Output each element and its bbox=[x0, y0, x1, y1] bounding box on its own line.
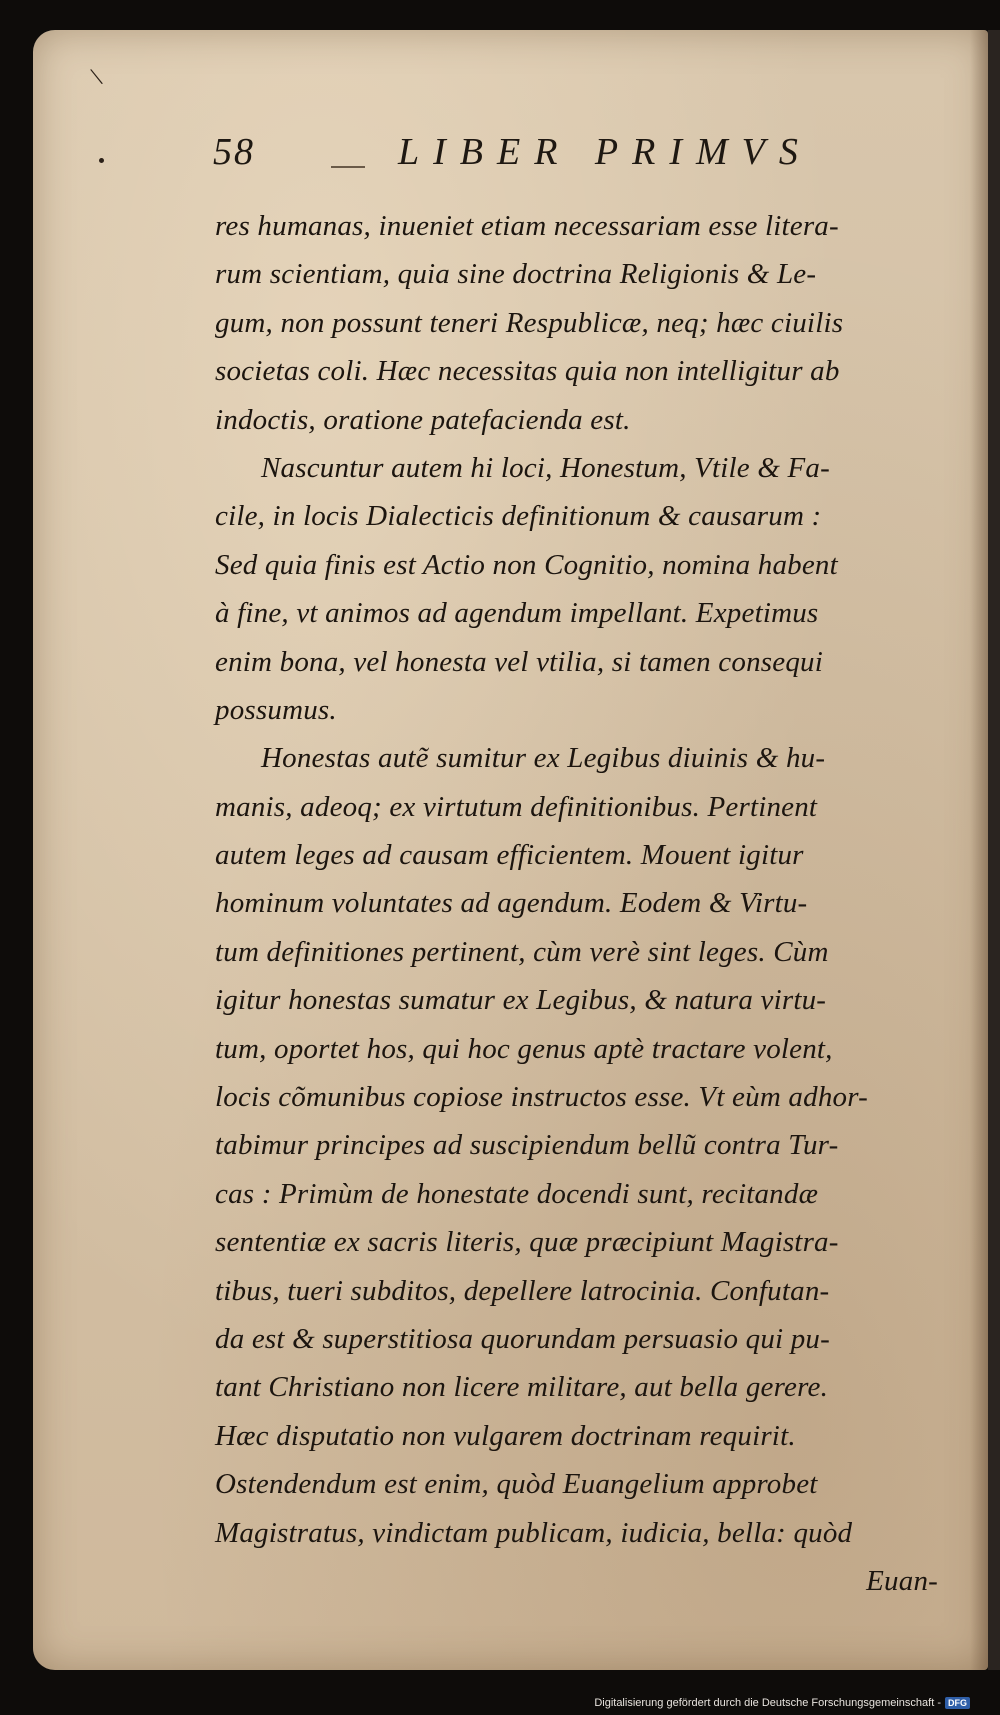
text-line: autem leges ad causam efficientem. Mouent igitur bbox=[215, 839, 804, 872]
text-line: rum scientiam, quia sine doctrina Religionis & Le- bbox=[215, 258, 817, 291]
text-line: igitur honestas sumatur ex Legibus, & natura virtu- bbox=[215, 984, 827, 1017]
book-page bbox=[33, 30, 988, 1670]
stray-ink-mark: \ bbox=[88, 61, 105, 92]
catchword: Euan- bbox=[866, 1564, 938, 1597]
page-number: 58 bbox=[213, 131, 255, 173]
dfg-logo: DFG bbox=[945, 1697, 970, 1709]
text-line: tabimur principes ad suscipiendum bellũ contra Tur- bbox=[215, 1129, 839, 1162]
paragraph-start-line: Nascuntur autem hi loci, Honestum, Vtile & Fa- bbox=[261, 451, 830, 484]
running-head bbox=[33, 130, 988, 200]
text-line: Magistratus, vindictam publicam, iudicia, bella: quòd bbox=[215, 1516, 853, 1549]
text-line: Hæc disputatio non vulgarem doctrinam requirit. bbox=[215, 1419, 796, 1452]
text-line: cile, in locis Dialecticis definitionum & causarum : bbox=[215, 500, 822, 533]
text-line: locis cõmunibus copiose instructos esse. Vt eùm adhor- bbox=[215, 1081, 868, 1114]
text-line: possumus. bbox=[215, 693, 337, 726]
body-text bbox=[215, 202, 940, 1605]
text-line: manis, adeoq; ex virtutum definitionibus. Pertinent bbox=[215, 790, 818, 823]
text-line: da est & superstitiosa quorundam persuasio qui pu- bbox=[215, 1322, 830, 1355]
text-line: tibus, tueri subditos, depellere latrocinia. Confutan- bbox=[215, 1274, 830, 1307]
text-line: hominum voluntates ad agendum. Eodem & Virtu- bbox=[215, 887, 808, 920]
digitization-credit bbox=[594, 1697, 970, 1709]
text-line: Ostendendum est enim, quòd Euangelium approbet bbox=[215, 1468, 818, 1501]
text-line: à fine, vt animos ad agendum impellant. Expetimus bbox=[215, 597, 819, 630]
paragraph-start-line: Honestas autẽ sumitur ex Legibus diuinis & hu- bbox=[261, 742, 826, 775]
text-line: Sed quia finis est Actio non Cognitio, nomina habent bbox=[215, 548, 838, 581]
text-line: indoctis, oratione patefacienda est. bbox=[215, 403, 631, 436]
digitization-credit-text: Digitalisierung gefördert durch die Deutsche Forschungsgemeinschaft - bbox=[594, 1697, 941, 1709]
text-line: cas : Primùm de honestate docendi sunt, recitandæ bbox=[215, 1177, 819, 1210]
text-line: res humanas, inueniet etiam necessariam esse litera- bbox=[215, 210, 839, 242]
page-edge-shadow bbox=[970, 30, 988, 1670]
text-line: societas coli. Hæc necessitas quia non intelligitur ab bbox=[215, 355, 840, 388]
running-head-title: LIBER PRIMVS bbox=[398, 131, 812, 173]
text-line: enim bona, vel honesta vel vtilia, si tamen consequi bbox=[215, 645, 823, 678]
book-spine-edge bbox=[988, 30, 1000, 1670]
text-line: tant Christiano non licere militare, aut bella gerere. bbox=[215, 1371, 829, 1404]
text-line: tum definitiones pertinent, cùm verè sint leges. Cùm bbox=[215, 935, 829, 968]
text-line: sententiæ ex sacris literis, quæ præcipiunt Magistra- bbox=[215, 1226, 839, 1259]
running-head-dash bbox=[331, 166, 365, 168]
text-line: gum, non possunt teneri Respublicæ, neq; hæc ciuilis bbox=[215, 306, 844, 339]
text-line: tum, oportet hos, qui hoc genus aptè tractare volent, bbox=[215, 1032, 833, 1065]
